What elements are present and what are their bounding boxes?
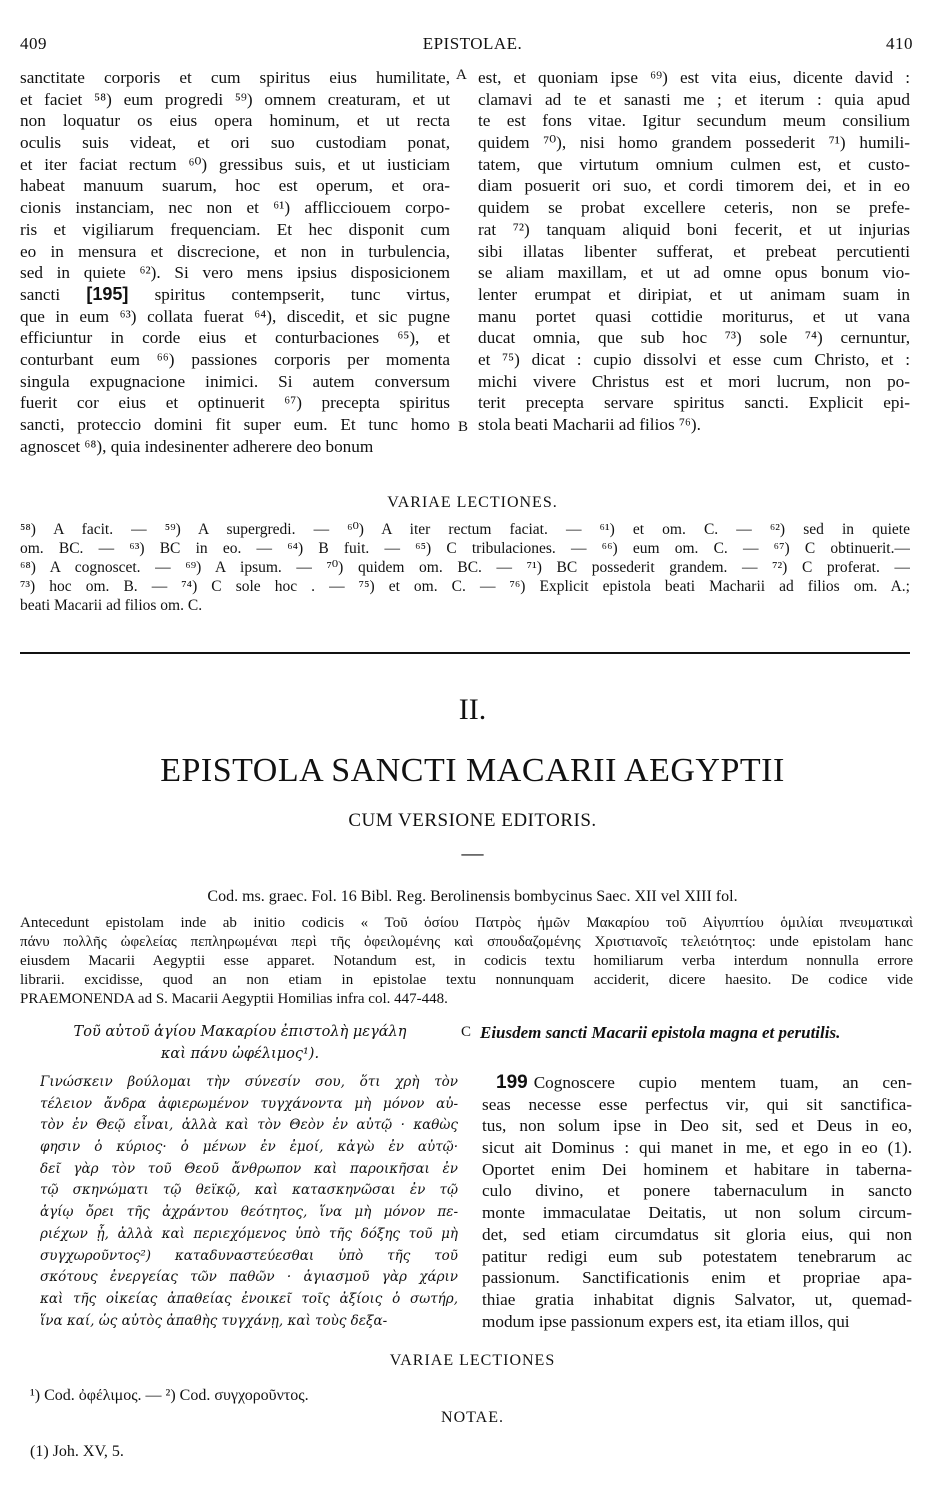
greek-line: σκότους ἐνεργείας τῶν παθῶν · ἁγιασμοῦ γὰρ χάριν bbox=[40, 1269, 458, 1286]
top-left-column bbox=[20, 67, 450, 457]
text-line: te est fons vitae. Igitur secundum meum consilium bbox=[478, 111, 910, 131]
latin-line: patitur redigi eum sub potestatem tenebrarum ac bbox=[482, 1246, 912, 1266]
greek-line: τῷ σκηνώματι τῷ θεϊκῷ, καὶ κατασκηνῶσαι ἐν τῷ bbox=[40, 1182, 458, 1199]
text-line: conturbant eum ⁶⁶) passiones corporis per momenta bbox=[20, 349, 450, 369]
latin-line: det, sed etiam circumdatus sit gloria eius, qui non bbox=[482, 1224, 912, 1244]
text-line: et ⁷⁵) dicat : cupio dissolvi et esse cum Christo, et : bbox=[478, 349, 910, 369]
text-line: efficiuntur in corde eius et conturbaciones ⁶⁵), et bbox=[20, 328, 450, 348]
text-line: diam posuerit ori suo, et cordi timorem dei, et in eo bbox=[478, 176, 910, 196]
latin-line: modum ipse passionum expers est, ita etiam illos, qui bbox=[482, 1311, 850, 1331]
text-line: ducat omnia, que sub hoc ⁷³) sole ⁷⁴) cernuntur, bbox=[478, 328, 910, 348]
greek-line: ἁγίῳ ὄρει τῆς ἀχράντου θεότητος, ἵνα μὴ μόνον πε- bbox=[40, 1204, 458, 1221]
text-line: est, et quoniam ipse ⁶⁹) est vita eius, dicente david : bbox=[478, 68, 910, 87]
section-number-199: 199 bbox=[496, 1072, 528, 1093]
section-number: II. bbox=[458, 693, 487, 726]
text-line: habeat manuum suarum, hoc est operum, et ora- bbox=[20, 176, 450, 196]
latin-line: passionum. Sanctificationis enim et propriae apa- bbox=[482, 1268, 912, 1288]
text-line: rat ⁷²) tanquam aliquid boni fecerit, et ut injurias bbox=[478, 219, 910, 239]
margin-letter-b: B bbox=[458, 419, 469, 435]
latin-text-column bbox=[482, 1072, 912, 1332]
latin-title: Eiusdem sancti Macarii epistola magna et perutilis. bbox=[480, 1023, 841, 1042]
text-line: que in eum ⁶³) collata fuerat ⁶⁴), discedit, et sic pugne bbox=[20, 306, 450, 326]
latin-line: culo divino, et ponere tabernaculum in sancto bbox=[482, 1181, 912, 1201]
text-line: terit precepta servare spiritus sancti. Explicit epi- bbox=[478, 393, 910, 413]
latin-line: Oportet enim Dei hominem et habitare in taberna- bbox=[482, 1159, 912, 1179]
intro-paragraph bbox=[20, 914, 913, 1009]
intro-line: PRAEMONENDA ad S. Macarii Aegyptii Homilias infra col. 447-448. bbox=[20, 991, 448, 1007]
codex-line: Cod. ms. graec. Fol. 16 Bibl. Reg. Berolinensis bombycinus Saec. XII vel XIII fol. bbox=[207, 888, 738, 905]
text-line: manu portet quasi cottidie moriturus, et ut vana bbox=[478, 306, 910, 326]
text-line: sibi illatas libenter sufferat, et prebeat percutienti bbox=[478, 241, 910, 261]
greek-line: συγχωροῦντος²) καταδυναστεύεσθαι ὑπὸ τῆς τοῦ bbox=[40, 1247, 458, 1264]
text-line: non loquatur os eius opera hominum, et ut recta bbox=[20, 111, 450, 131]
greek-line: ἵνα καί, ὡς αὐτὸς ἀπαθὴς τυγχάνῃ, καὶ τοὺς δεξα- bbox=[40, 1312, 388, 1329]
variae-lectiones-note-2: ¹) Cod. ὀφέλιμος. — ²) Cod. συγχοροῦντος. bbox=[30, 1387, 309, 1404]
latin-line: tus, non solum ipse in Deo sit, sed et Deus in eo, bbox=[482, 1116, 912, 1136]
text-line: quidem se probat excellere ceteris, non se prefe- bbox=[478, 198, 910, 218]
text-line: eo in mensura et discrecione, et non in turbulencia, bbox=[20, 241, 450, 261]
section-title: EPISTOLA SANCTI MACARII AEGYPTII bbox=[160, 752, 785, 789]
intro-line: librarii. excidisse, quod an non etiam in epistolae textu nonnunquam acciderit, dicere haesito. De codice vide bbox=[20, 972, 913, 988]
text-line: quidem ⁷⁰), nisi homo grandem possederit ⁷¹) humili- bbox=[478, 133, 910, 153]
intro-line: πάνυ πολλῆς ὠφελείας πεπληρωμέναι περὶ τῆς ὀφειλομένης καὶ σπουδαζομένης Χριστιανοῖς τελειότητος: unde epistolam hanc bbox=[20, 934, 913, 950]
text-line: se aliam maxillam, et ut ad omne opus bonum vio- bbox=[478, 263, 910, 283]
text-line: clamavi ad te et sanasti me ; et iterum : quia apud bbox=[478, 89, 910, 109]
margin-letter-c: C bbox=[461, 1024, 472, 1040]
top-right-column bbox=[478, 67, 910, 436]
greek-line: δεῖ γὰρ τὸν τοῦ Θεοῦ ἄνθρωπον καὶ παροικῆσαι ἐν bbox=[40, 1160, 458, 1177]
right-page-number: 410 bbox=[886, 34, 913, 53]
text-line: oculis suis videat, et ori suo custodiam ponat, bbox=[20, 133, 450, 153]
variae-lectiones-notes bbox=[20, 520, 910, 615]
text-line: ris et vigiliarum frequenciam. Et hec disponit cum bbox=[20, 219, 450, 239]
margin-letter-a: A bbox=[456, 67, 467, 83]
left-page-number: 409 bbox=[20, 34, 47, 53]
greek-title-line: Τοῦ αὐτοῦ ἁγίου Μακαρίου ἐπιστολὴ μεγάλη bbox=[73, 1024, 407, 1040]
text-line: tatem, que virtutum omnium culmen est, et custo- bbox=[478, 154, 910, 174]
variant-line: om. BC. — ⁶³) BC in eo. — ⁶⁴) B fuit. — ⁶⁵) C tribulaciones. — ⁶⁶) eum om. C. — ⁶⁷) C obtinuerit.— bbox=[20, 540, 910, 557]
text-line: sancti, proteccio domini fit super eum. Et tunc homo bbox=[20, 415, 450, 434]
greek-line: καὶ τῆς οἰκείας ἀπαθείας ἐνοικεῖ τοῖς ἀξίοις ὁ σωτήρ, bbox=[40, 1290, 458, 1307]
greek-line: φησιν ὁ κύριος· ὁ μένων ἐν ἐμοί, κἀγὼ ἐν αὐτῷ· bbox=[40, 1139, 458, 1156]
latin-line: thiae gratia inhabitat dignis Salvator, ut, quemad- bbox=[482, 1289, 912, 1309]
latin-line: 199 Cognoscere cupio mentem tuam, an cen- bbox=[496, 1072, 912, 1093]
title-dash: — bbox=[461, 840, 484, 865]
text-line: michi vivere Christus est et mori lucrum, non po- bbox=[478, 371, 910, 391]
greek-line: τέλειον ἄνδρα ἀφιερωμένον τυγχάνοντα μὴ μόνον αὐ- bbox=[40, 1095, 458, 1112]
text-line: stola beati Macharii ad filios ⁷⁶). bbox=[478, 415, 701, 434]
section-subtitle: CUM VERSIONE EDITORIS. bbox=[348, 810, 597, 831]
variant-line: ⁵⁸) A facit. — ⁵⁹) A supergredi. — ⁶⁰) A iter rectum faciat. — ⁶¹) et om. C. — ⁶²) sed in quiete bbox=[20, 521, 910, 538]
variae-lectiones-heading-2: VARIAE LECTIONES bbox=[389, 1352, 556, 1369]
greek-line: ριέχων ᾖ, ἀλλὰ καὶ περιεχόμενος ὑπὸ τῆς δόξης τοῦ μὴ bbox=[40, 1225, 458, 1242]
greek-line: Γινώσκειν βούλομαι τὴν σύνεσίν σου, ὅτι χρὴ τὸν bbox=[40, 1074, 458, 1090]
text-line: sanctitate corporis et cum spiritus eius humilitate, bbox=[20, 68, 450, 87]
greek-text-column bbox=[40, 1072, 458, 1332]
notae-line: (1) Joh. XV, 5. bbox=[30, 1443, 124, 1460]
variant-line: ⁶⁸) A cognoscet. — ⁶⁹) A ipsum. — ⁷⁰) quidem om. BC. — ⁷¹) BC possederit grandem. — ⁷²) C proferat. — bbox=[20, 559, 910, 576]
intro-line: Antecedunt epistolam inde ab initio codicis « Τοῦ ὁσίου Πατρὸς ἡμῶν Μακαρίου τοῦ Αἰγυπτίου ὁμιλίαι πνευματικαὶ bbox=[20, 915, 913, 931]
text-line: lenter erumpat et diripiat, et ut animam suam in bbox=[478, 284, 910, 304]
greek-title-line: καὶ πάνυ ὠφέλιμος¹). bbox=[160, 1045, 320, 1062]
latin-line: seas necesse esse perfectus vir, qui sit sanctifica- bbox=[482, 1094, 912, 1114]
section-divider bbox=[20, 652, 910, 654]
latin-line: monte immaculatae Deitatis, ut non solum circum- bbox=[482, 1203, 912, 1223]
latin-line: sicut ait Dominus : qui manet in me, et ego in eo (1). bbox=[482, 1138, 912, 1158]
variant-line: beati Macarii ad filios om. C. bbox=[20, 597, 203, 614]
greek-title bbox=[20, 1022, 460, 1065]
text-line: et faciet ⁵⁸) eum progredi ⁵⁹) omnem creaturam, et ut bbox=[20, 89, 450, 109]
text-line: sancti [195] spiritus contempserit, tunc virtus, bbox=[20, 283, 450, 304]
text-line: fuerit cor eius et optinuerit ⁶⁷) precepta spiritus bbox=[20, 393, 450, 413]
text-line: et iter faciat rectum ⁶⁰) gressibus suis, et ut iusticiam bbox=[20, 154, 450, 174]
variae-lectiones-heading: VARIAE LECTIONES. bbox=[387, 494, 558, 511]
variant-line: ⁷³) hoc om. B. — ⁷⁴) C sole hoc . — ⁷⁵) et om. C. — ⁷⁶) Explicit epistola beati Macharii ad filios om. A.; bbox=[20, 578, 910, 595]
text-line: singula expugnacione inimici. Si autem conversum bbox=[20, 371, 450, 391]
text-line: agnoscet ⁶⁸), quia indesinenter adherere deo bonum bbox=[20, 436, 374, 456]
notae-heading: NOTAE. bbox=[441, 1409, 504, 1426]
greek-line: τὸν ἐν Θεῷ εἶναι, ἀλλὰ καὶ τὸν Θεὸν ἐν αὐτῷ · καθὼς bbox=[40, 1117, 458, 1134]
text-line: cionis instanciam, nec non et ⁶¹) afflicciouem corpo- bbox=[20, 198, 450, 218]
text-line: sed in quiete ⁶²). Si vero mens ipsius disposicionem bbox=[20, 263, 450, 283]
intro-line: eiusdem Macarii Aegyptii esse apparet. Notandum est, in codicis textu homiliarum verba interdum nonnulla errore bbox=[20, 953, 913, 969]
running-title: EPISTOLAE. bbox=[422, 34, 523, 53]
